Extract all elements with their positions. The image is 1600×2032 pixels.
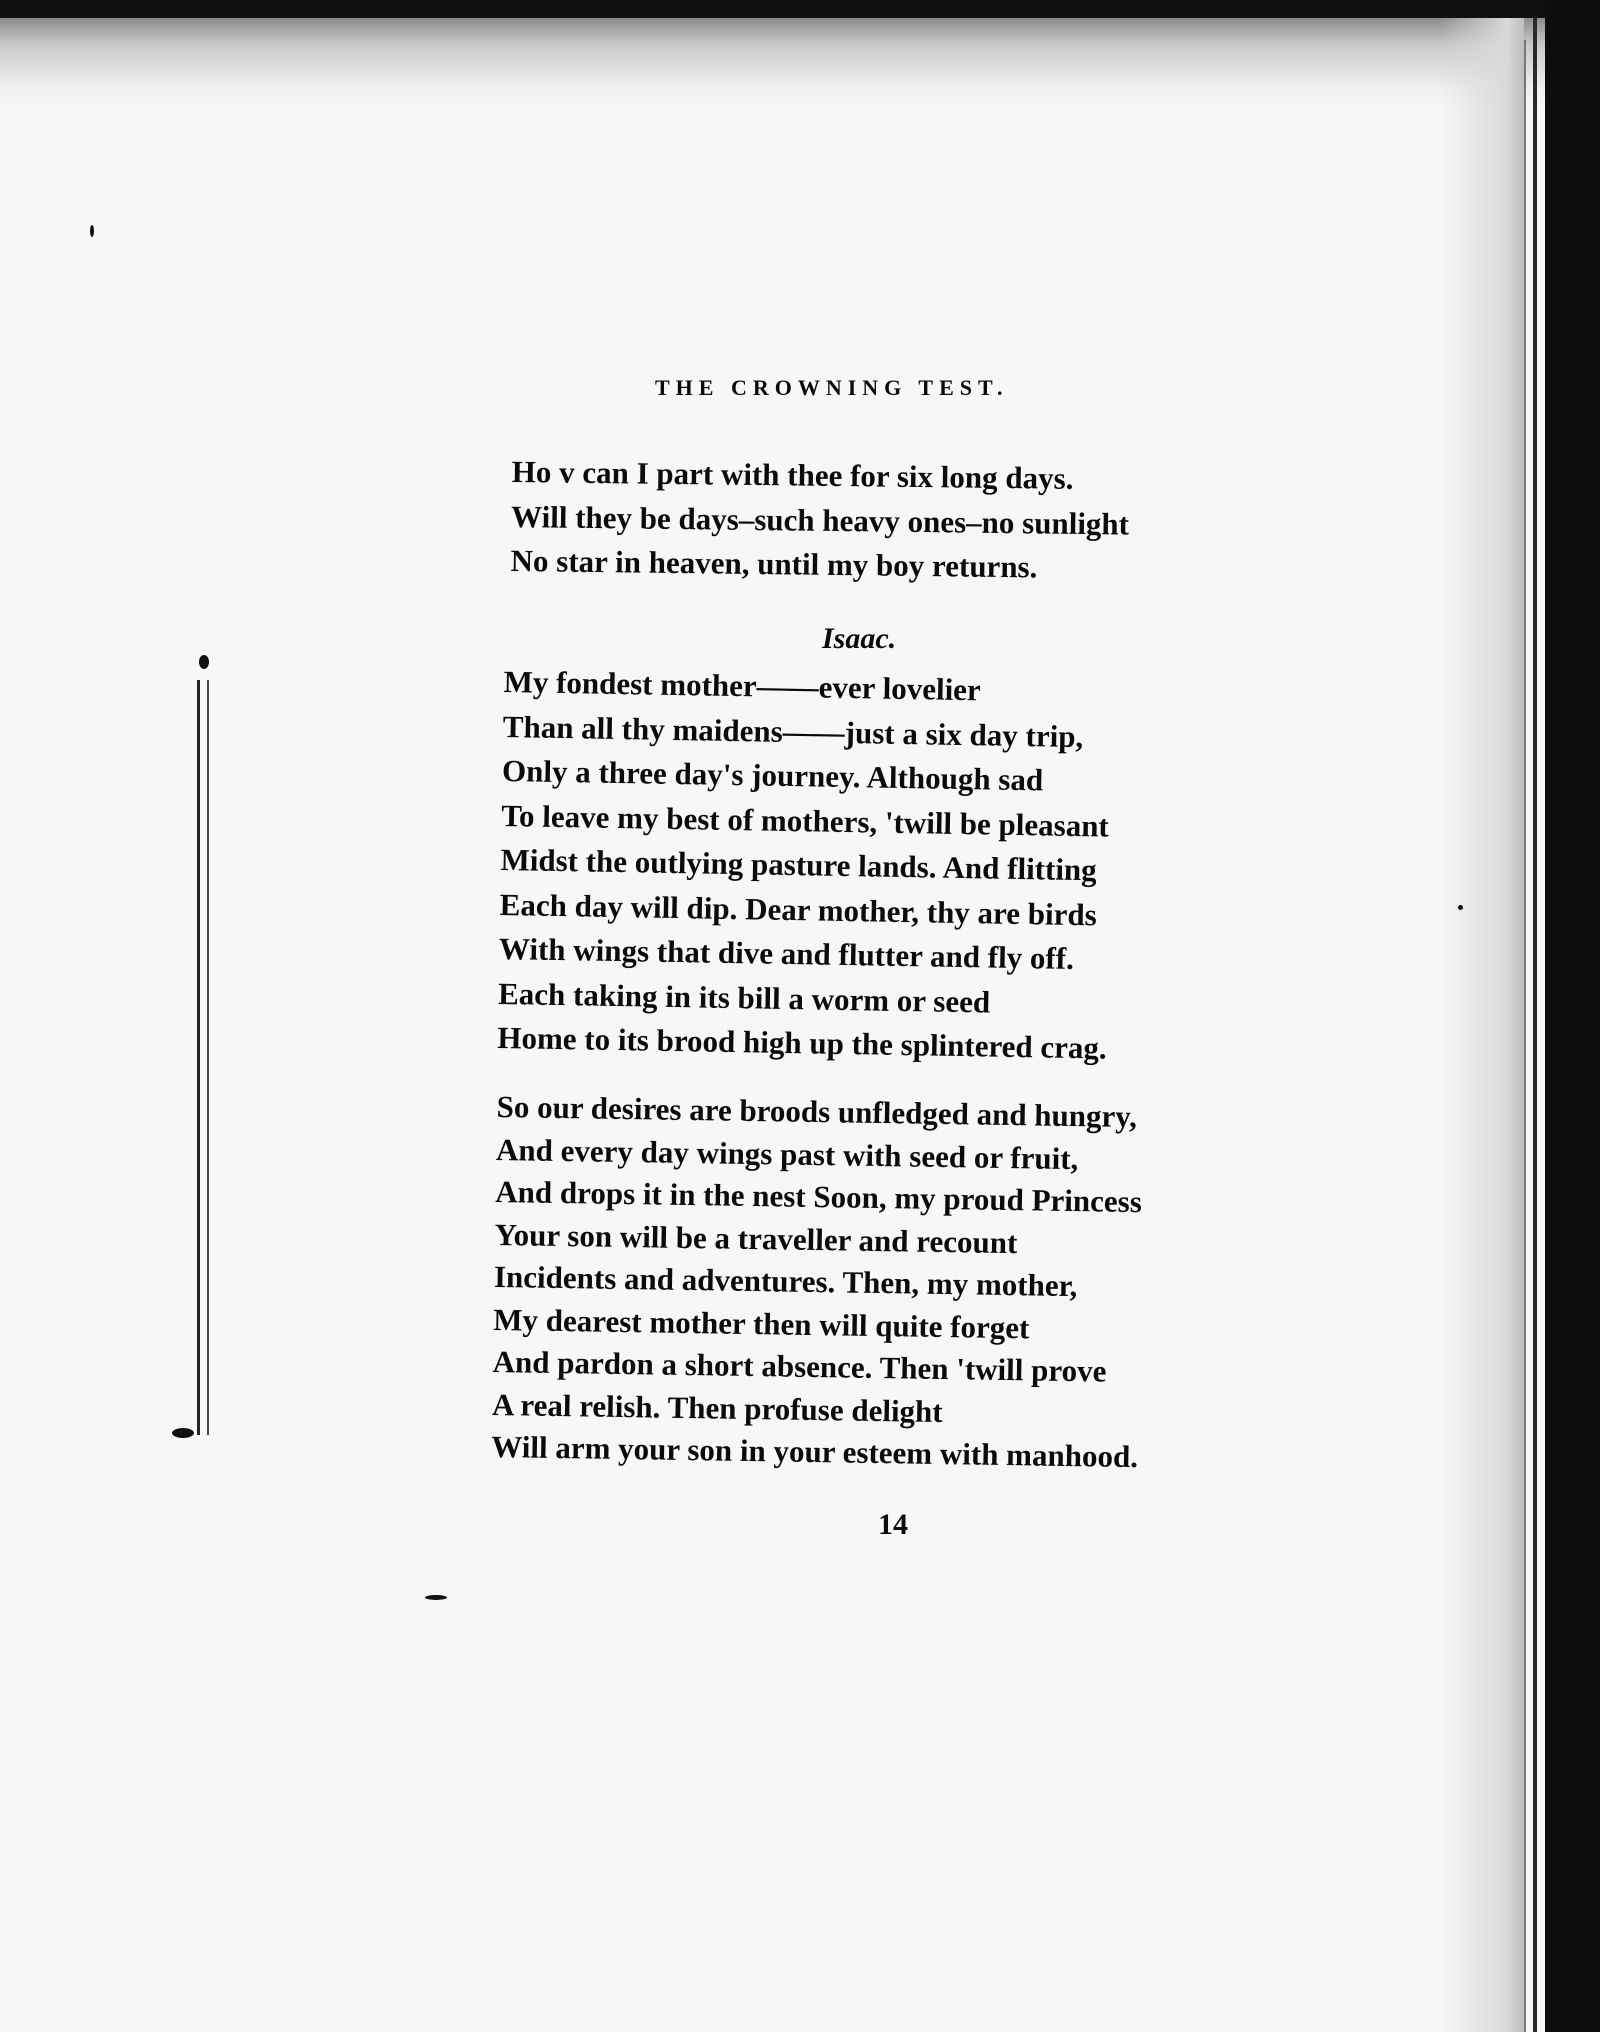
verse-line: A real relish. Then profuse delight [491,1386,943,1429]
verse-line: Incidents and adventures. Then, my mother, [493,1258,1078,1304]
verse-line: To leave my best of mothers, 'twill be pleasant [500,797,1110,844]
verse-line: Will arm your son in your esteem with manhood. [491,1428,1139,1475]
verse-line: Each day will dip. Dear mother, thy are birds [499,886,1098,932]
page-number: 14 [878,1508,908,1541]
verse-line: My dearest mother then will quite forget [493,1301,1030,1345]
verse-line: Will they be days–such heavy ones–no sunlight [510,498,1130,542]
running-head: THE CROWNING TEST. [655,375,1009,400]
verse-line: Your son will be a traveller and recount [494,1216,1018,1260]
verse-line: Than all thy maidens——just a six day trip, [502,708,1084,754]
verse-line: Ho v can I part with thee for six long days. [511,453,1074,496]
verse-line: Each taking in its bill a worm or seed [497,975,991,1020]
speaker-name: Isaac. [822,622,897,655]
stanza-2 [497,660,1113,1071]
verse-line: Home to its brood high up the splintered crag. [497,1019,1108,1066]
verse-line: So our desires are broods unfledged and hungry, [496,1088,1138,1135]
stanza-3 [491,1086,1144,1479]
stanza-1 [510,450,1129,591]
verse-line: And every day wings past with seed or fruit, [495,1131,1079,1176]
verse-line: With wings that dive and flutter and fly off. [498,930,1075,976]
verse-line: Only a three day's journey. Although sad [501,752,1044,798]
verse-line: No star in heaven, until my boy returns. [510,542,1038,585]
verse-line: And pardon a short absence. Then 'twill prove [492,1343,1107,1389]
verse-line: And drops it in the nest Soon, my proud Princess [495,1173,1143,1220]
verse-line: My fondest mother——ever lovelier [503,663,982,708]
verse-line: Midst the outlying pasture lands. And flitting [500,841,1098,888]
